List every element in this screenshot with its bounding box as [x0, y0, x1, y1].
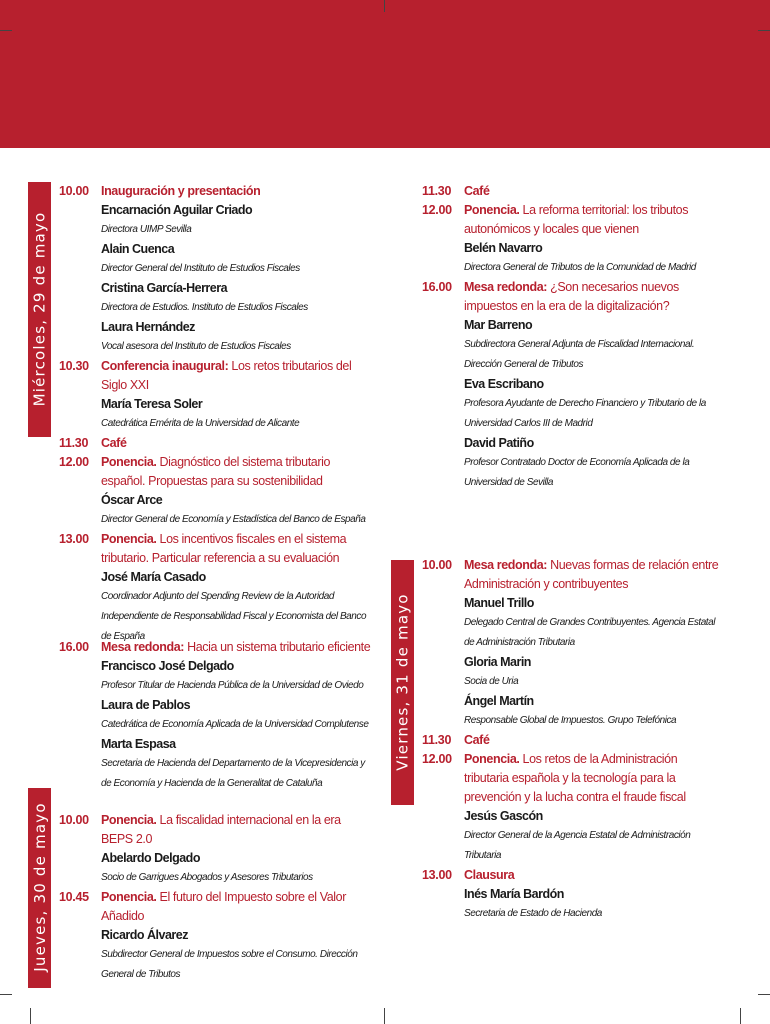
entry-body	[101, 182, 375, 357]
entry-body	[101, 638, 375, 794]
entry-kind: Mesa redonda:	[464, 558, 548, 572]
entry-time: 11.30	[422, 733, 452, 747]
entry-body	[464, 750, 722, 866]
speaker-name: Ricardo Álvarez	[101, 928, 188, 942]
speaker-role: Profesora Ayudante de Derecho Financiero y Tributario de la Universidad Carlos III de Madrid	[464, 398, 706, 429]
header-banner	[0, 0, 770, 148]
entry-time: 13.00	[59, 532, 89, 546]
entry-topic: Los retos de la Administración tributaria española y la tecnología para la prevención y la lucha contra el fraude fiscal	[464, 752, 686, 804]
entry-kind: Clausura	[464, 868, 515, 882]
entry-body	[464, 866, 722, 924]
speaker-name: José María Casado	[101, 570, 206, 584]
speaker-role: Directora UIMP Sevilla	[101, 224, 192, 235]
speaker-name: David Patiño	[464, 436, 534, 450]
entry-kind: Ponencia.	[101, 890, 157, 904]
entry-topic: La fiscalidad internacional en la era BEPS 2.0	[101, 813, 341, 846]
schedule-entry	[422, 556, 722, 731]
entry-kind: Ponencia.	[101, 813, 157, 827]
entry-topic: Los retos tributarios del Siglo XXI	[101, 359, 352, 392]
speaker-role: Responsable Global de Impuestos. Grupo Telefónica	[464, 715, 677, 726]
entry-body	[464, 201, 722, 278]
entry-topic: Hacia un sistema tributario eficiente	[187, 640, 371, 654]
speaker-name: Manuel Trillo	[464, 596, 534, 610]
schedule-entry	[422, 278, 722, 493]
speaker-name: Cristina García-Herrera	[101, 281, 228, 295]
entry-body	[464, 556, 722, 731]
entry-time: 11.30	[422, 184, 452, 198]
speaker-role: Coordinador Adjunto del Spending Review de la Autoridad Independiente de Responsabilidad Fiscal y Economista del Banco de España	[101, 591, 367, 642]
speaker-name: Alain Cuenca	[101, 242, 175, 256]
schedule-entry	[422, 182, 722, 201]
speaker-name: Abelardo Delgado	[101, 851, 200, 865]
day2-continued-schedule	[422, 182, 722, 493]
entry-time: 13.00	[422, 868, 452, 882]
entry-topic: ¿Son necesarios nuevos impuestos en la era de la digitalización?	[464, 280, 679, 313]
entry-topic: Los incentivos fiscales en el sistema tributario. Particular referencia a su evaluación	[101, 532, 347, 565]
schedule-entry	[59, 638, 375, 794]
entry-title	[101, 434, 375, 453]
schedule-entry	[59, 811, 375, 888]
entry-kind: Café	[101, 436, 127, 450]
entry-time: 16.00	[59, 640, 89, 654]
speaker-name: Marta Espasa	[101, 737, 176, 751]
speaker-role: Subdirectora General Adjunta de Fiscalidad Internacional. Dirección General de Tributos	[464, 339, 695, 370]
speaker-role: Secretaria de Hacienda del Departamento de la Vicepresidencia y de Economía y Hacienda de la Generalitat de Cataluña	[101, 758, 365, 789]
entry-title	[464, 182, 722, 201]
day3-schedule	[422, 556, 722, 924]
entry-topic: Diagnóstico del sistema tributario español. Propuestas para su sostenibilidad	[101, 455, 331, 488]
entry-title	[101, 811, 375, 849]
crop-mark	[758, 30, 770, 31]
entry-title	[101, 357, 375, 395]
speaker-role: Director General de Economía y Estadística del Banco de España	[101, 514, 366, 525]
speaker-name: Encarnación Aguilar Criado	[101, 203, 253, 217]
schedule-entry	[422, 201, 722, 278]
speaker-role: Delegado Central de Grandes Contribuyentes. Agencia Estatal de Administración Tributaria	[464, 617, 716, 648]
speaker-name: Laura de Pablos	[101, 698, 191, 712]
entry-kind: Ponencia.	[464, 203, 520, 217]
speaker-role: Catedrática Emérita de la Universidad de Alicante	[101, 418, 300, 429]
speaker-name: Inés María Bardón	[464, 887, 564, 901]
entry-time: 10.00	[59, 184, 89, 198]
entry-body	[464, 278, 722, 493]
entry-title	[101, 530, 375, 568]
speaker-name: Eva Escribano	[464, 377, 544, 391]
schedule-entry	[59, 888, 375, 985]
crop-mark	[740, 1008, 741, 1024]
entry-body	[101, 811, 375, 888]
schedule-entry	[59, 530, 375, 647]
entry-time: 10.30	[59, 359, 89, 373]
speaker-role: Director General del Instituto de Estudios Fiscales	[101, 263, 300, 274]
day1-afternoon-schedule	[59, 638, 375, 794]
speaker-role: Directora General de Tributos de la Comunidad de Madrid	[464, 262, 696, 273]
schedule-entry	[59, 182, 375, 357]
entry-title	[101, 888, 375, 926]
crop-mark	[0, 30, 12, 31]
entry-kind: Café	[464, 733, 490, 747]
entry-title	[101, 638, 375, 657]
speaker-name: Belén Navarro	[464, 241, 543, 255]
schedule-entry	[422, 750, 722, 866]
entry-time: 12.00	[422, 203, 452, 217]
entry-time: 12.00	[59, 455, 89, 469]
speaker-name: Francisco José Delgado	[101, 659, 234, 673]
speaker-role: Profesor Contratado Doctor de Economía Aplicada de la Universidad de Sevilla	[464, 457, 690, 488]
entry-topic: La reforma territorial: los tributos autonómicos y locales que vienen	[464, 203, 689, 236]
entry-topic: Nuevas formas de relación entre Administración y contribuyentes	[464, 558, 719, 591]
speaker-name: Gloria Marin	[464, 655, 531, 669]
day2-schedule	[59, 811, 375, 985]
entry-body	[464, 182, 722, 201]
speaker-role: Socia de Uria	[464, 676, 519, 687]
entry-time: 16.00	[422, 280, 452, 294]
entry-body	[101, 888, 375, 985]
schedule-entry	[422, 731, 722, 750]
speaker-name: Mar Barreno	[464, 318, 533, 332]
day2-label: Jueves, 30 de mayo	[31, 802, 49, 972]
crop-mark	[30, 1008, 31, 1024]
day3-label: Viernes, 31 de mayo	[393, 593, 412, 771]
speaker-role: Directora de Estudios. Instituto de Estudios Fiscales	[101, 302, 308, 313]
entry-time: 10.00	[59, 813, 89, 827]
speaker-role: Director General de la Agencia Estatal de Administración Tributaria	[464, 830, 691, 861]
schedule-entry	[59, 357, 375, 434]
entry-title	[464, 201, 722, 239]
entry-time: 10.45	[59, 890, 89, 904]
speaker-role: Secretaria de Estado de Hacienda	[464, 908, 602, 919]
day1-label: Miércoles, 29 de mayo	[30, 211, 49, 407]
speaker-role: Profesor Titular de Hacienda Pública de la Universidad de Oviedo	[101, 680, 364, 691]
crop-mark	[384, 0, 385, 12]
entry-body	[101, 530, 375, 647]
speaker-name: Jesús Gascón	[464, 809, 543, 823]
entry-title	[101, 453, 375, 491]
crop-mark	[0, 994, 12, 995]
schedule-entry	[59, 453, 375, 530]
entry-kind: Ponencia.	[101, 455, 157, 469]
entry-time: 12.00	[422, 752, 452, 766]
entry-body	[101, 434, 375, 453]
entry-body	[464, 731, 722, 750]
speaker-name: María Teresa Soler	[101, 397, 203, 411]
speaker-name: Laura Hernández	[101, 320, 195, 334]
entry-body	[101, 357, 375, 434]
speaker-role: Socio de Garrigues Abogados y Asesores Tributarios	[101, 872, 313, 883]
entry-time: 11.30	[59, 436, 89, 450]
entry-kind: Conferencia inaugural:	[101, 359, 229, 373]
entry-topic: El futuro del Impuesto sobre el Valor Añadido	[101, 890, 346, 923]
crop-mark	[758, 994, 770, 995]
schedule-entry	[59, 434, 375, 453]
speaker-name: Óscar Arce	[101, 493, 163, 507]
entry-kind: Inauguración y presentación	[101, 184, 261, 198]
speaker-role: Subdirector General de Impuestos sobre el Consumo. Dirección General de Tributos	[101, 949, 358, 980]
speaker-name: Ángel Martín	[464, 694, 534, 708]
entry-kind: Mesa redonda:	[464, 280, 548, 294]
entry-kind: Ponencia.	[101, 532, 157, 546]
entry-time: 10.00	[422, 558, 452, 572]
schedule-entry	[422, 866, 722, 924]
entry-kind: Ponencia.	[464, 752, 520, 766]
day1-schedule	[59, 182, 375, 647]
entry-title	[464, 278, 722, 316]
entry-body	[101, 453, 375, 530]
entry-title	[464, 750, 722, 807]
entry-title	[464, 556, 722, 594]
entry-title	[101, 182, 375, 201]
entry-title	[464, 731, 722, 750]
entry-kind: Mesa redonda:	[101, 640, 185, 654]
entry-kind: Café	[464, 184, 490, 198]
speaker-role: Vocal asesora del Instituto de Estudios Fiscales	[101, 341, 291, 352]
speaker-role: Catedrática de Economía Aplicada de la Universidad Complutense	[101, 719, 369, 730]
crop-mark	[384, 1008, 385, 1024]
entry-title	[464, 866, 722, 885]
